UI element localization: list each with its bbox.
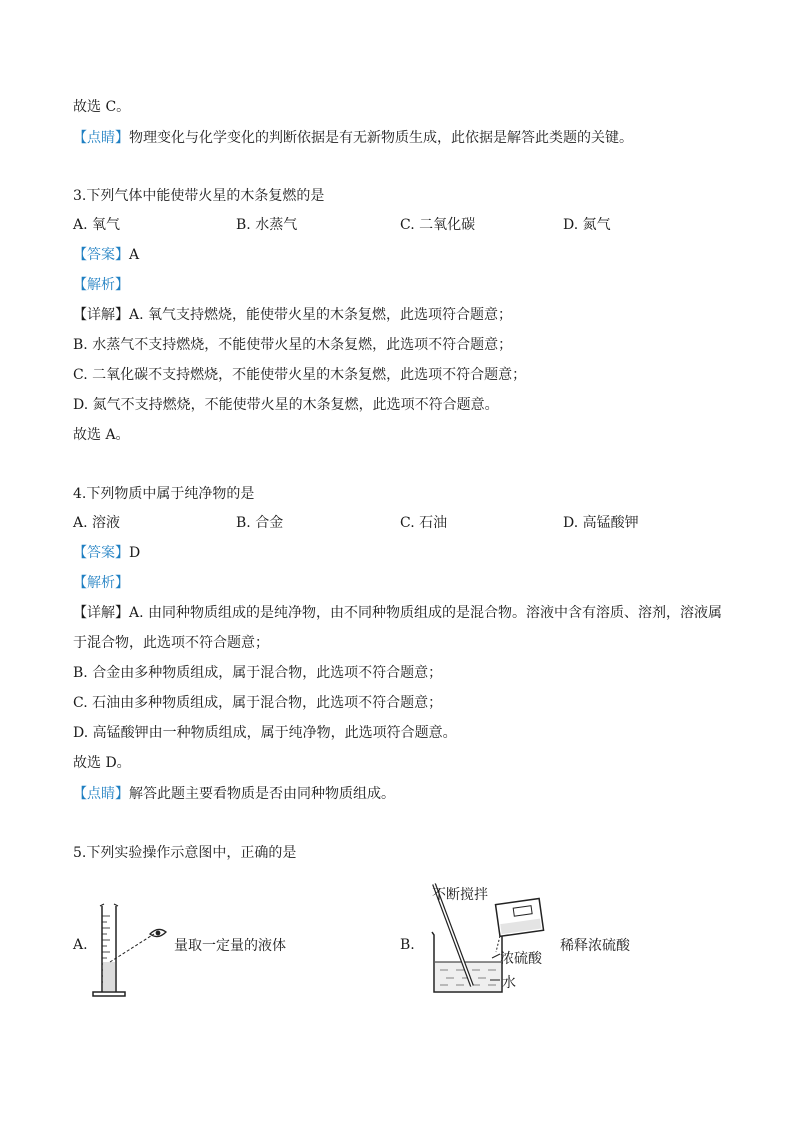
q4-tip-text: 解答此题主要看物质是否由同种物质组成。 bbox=[129, 786, 395, 802]
q4-option-d: D. 高锰酸钾 bbox=[563, 515, 639, 531]
tip-prev bbox=[73, 128, 633, 148]
q4-analysis-tag: 【解析】 bbox=[73, 575, 129, 591]
q5-option-b-label: 稀释浓硫酸 bbox=[560, 938, 630, 954]
q3-detail-2: B. 水蒸气不支持燃烧，不能使带火星的木条复燃，此选项不符合题意； bbox=[73, 337, 513, 353]
q3-detail-tag: 【详解】 bbox=[73, 307, 129, 323]
q3-detail-3: C. 二氧化碳不支持燃烧，不能使带火星的木条复燃，此选项不符合题意； bbox=[73, 367, 527, 383]
q4-conclusion: 故选 D。 bbox=[73, 755, 131, 771]
q4-option-c: C. 石油 bbox=[400, 515, 448, 531]
q5-option-a-letter: A. bbox=[73, 937, 88, 953]
q5-fig-b-stir-label: 不断搅拌 bbox=[432, 887, 488, 903]
q5-option-a-label: 量取一定量的液体 bbox=[174, 938, 286, 954]
tip-tag: 【点睛】 bbox=[73, 130, 129, 146]
q4-answer-tag: 【答案】 bbox=[73, 545, 129, 561]
q5-fig-b-water-label: 水 bbox=[502, 975, 516, 991]
q4-detail-2: 于混合物，此选项不符合题意； bbox=[73, 635, 269, 651]
q4-detail-tag: 【详解】 bbox=[73, 605, 129, 621]
q4-answer bbox=[73, 543, 140, 563]
graduated-cylinder-figure bbox=[88, 900, 173, 1000]
q4-detail-1 bbox=[73, 603, 722, 623]
q4-tip bbox=[73, 784, 395, 804]
q3-stem: 3.下列气体中能使带火星的木条复燃的是 bbox=[73, 188, 325, 204]
q3-analysis-tag: 【解析】 bbox=[73, 277, 129, 293]
q4-detail-text-1: A. 由同种物质组成的是纯净物，由不同种物质组成的是混合物。溶液中含有溶质、溶剂，溶液属 bbox=[129, 605, 723, 621]
q3-answer-value: A bbox=[129, 247, 140, 263]
conclusion-prev: 故选 C。 bbox=[73, 99, 131, 115]
q4-option-a: A. 溶液 bbox=[73, 515, 121, 531]
q4-detail-5: D. 高锰酸钾由一种物质组成，属于纯净物，此选项符合题意。 bbox=[73, 725, 457, 741]
q3-detail-1 bbox=[73, 305, 512, 325]
q3-detail-text-1: A. 氧气支持燃烧，能使带火星的木条复燃，此选项符合题意； bbox=[129, 307, 513, 323]
q4-option-b: B. 合金 bbox=[236, 515, 284, 531]
q5-stem: 5.下列实验操作示意图中，正确的是 bbox=[73, 845, 297, 861]
q3-option-a: A. 氧气 bbox=[73, 217, 121, 233]
q5-fig-b-acid-label: 浓硫酸 bbox=[500, 951, 542, 967]
q4-tip-tag: 【点睛】 bbox=[73, 786, 129, 802]
q4-stem: 4.下列物质中属于纯净物的是 bbox=[73, 486, 255, 502]
q3-conclusion: 故选 A。 bbox=[73, 427, 130, 443]
q4-answer-value: D bbox=[129, 545, 141, 561]
q3-detail-4: D. 氮气不支持燃烧，不能使带火星的木条复燃，此选项不符合题意。 bbox=[73, 397, 499, 413]
q3-answer bbox=[73, 245, 139, 265]
q3-option-b: B. 水蒸气 bbox=[236, 217, 298, 233]
q5-option-b-letter: B. bbox=[400, 937, 415, 953]
q4-detail-3: B. 合金由多种物质组成，属于混合物，此选项不符合题意； bbox=[73, 665, 443, 681]
q4-detail-4: C. 石油由多种物质组成，属于混合物，此选项不符合题意； bbox=[73, 695, 443, 711]
tip-text: 物理变化与化学变化的判断依据是有无新物质生成，此依据是解答此类题的关键。 bbox=[129, 130, 633, 146]
q3-option-d: D. 氮气 bbox=[563, 217, 611, 233]
q3-answer-tag: 【答案】 bbox=[73, 247, 129, 263]
q3-option-c: C. 二氧化碳 bbox=[400, 217, 476, 233]
